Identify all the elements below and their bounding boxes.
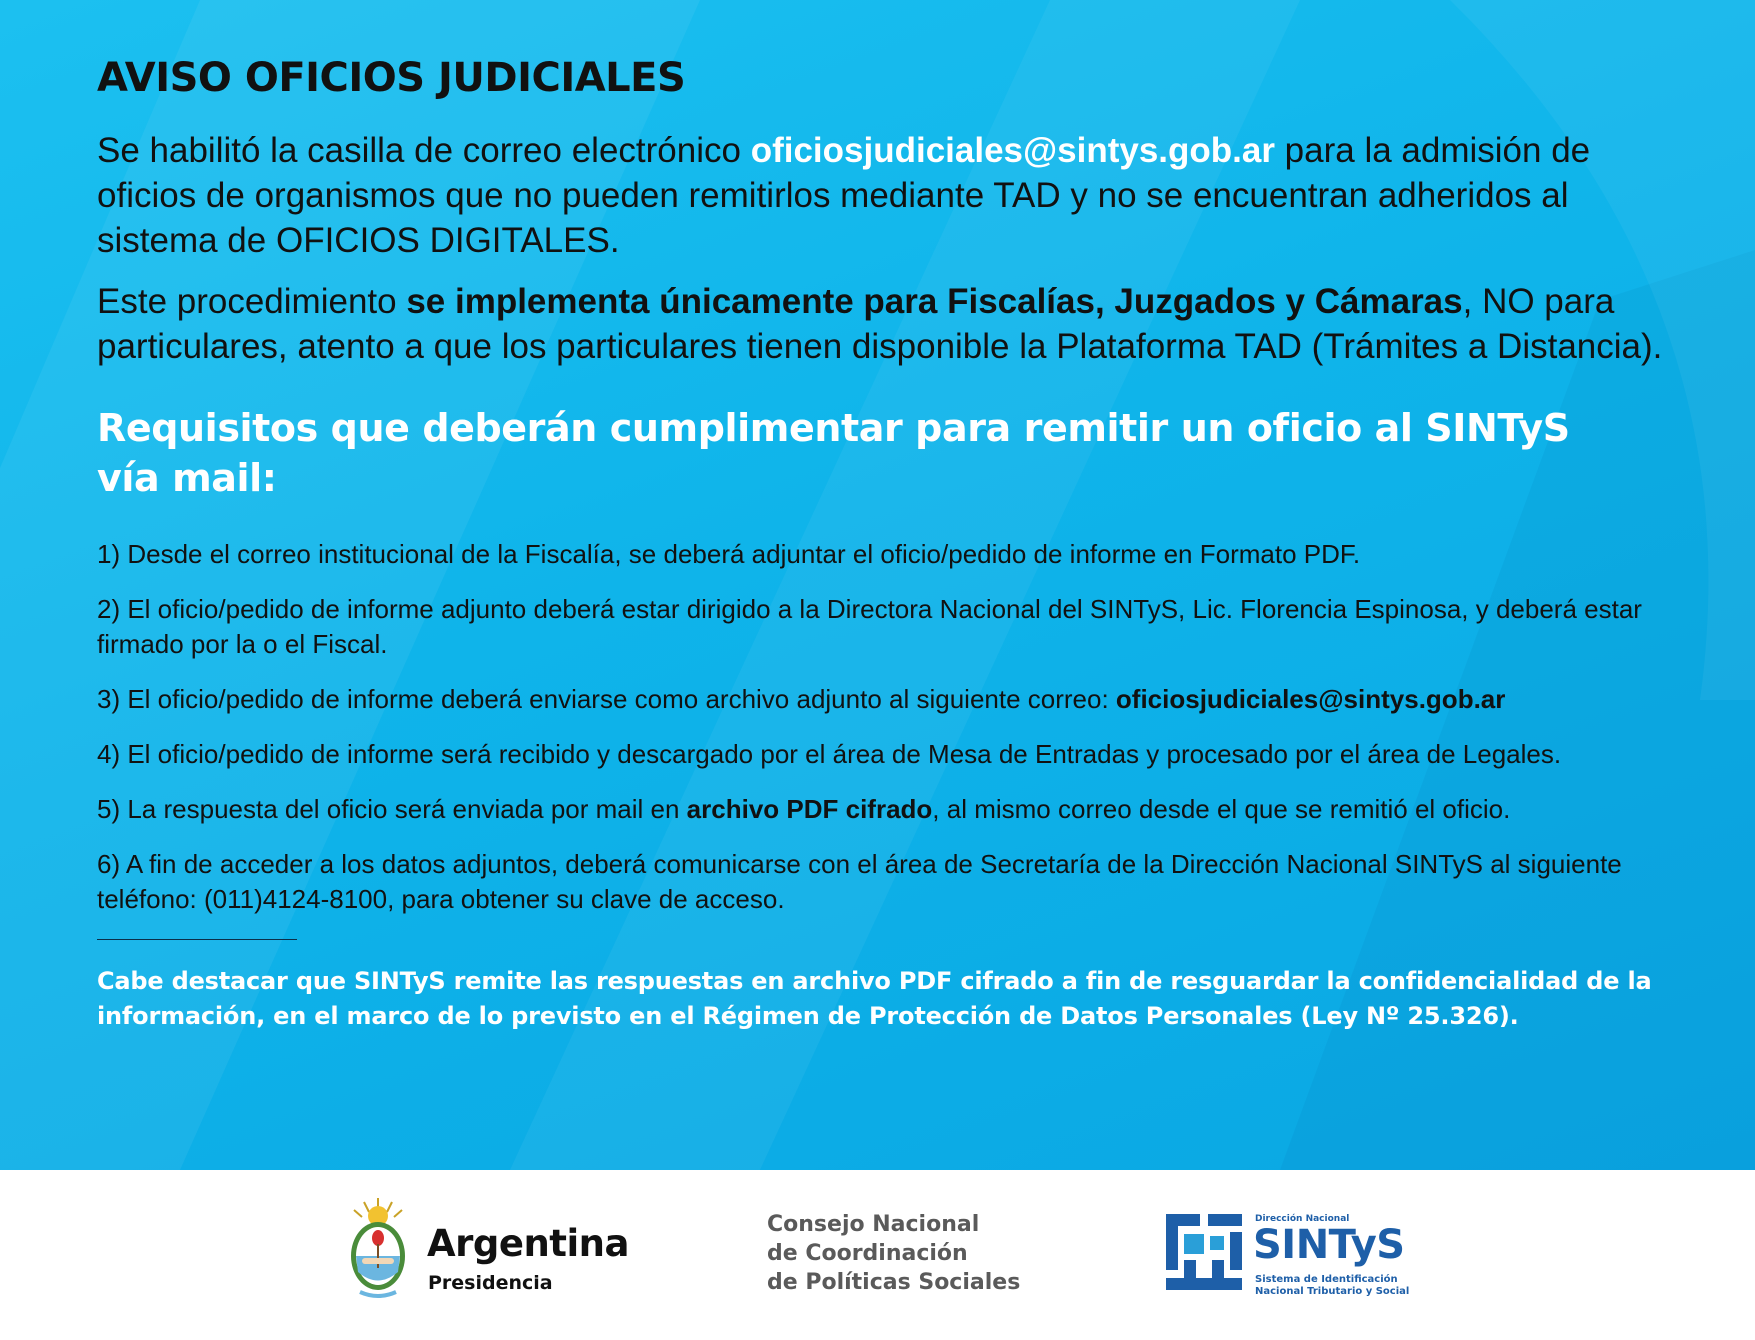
intro-text-end: para la admisión de oficios de organismos que no pueden remitirlos mediante TAD y no se encuentran adheridos al sistema de OFICIOS DIGITALES. [97,131,1591,260]
logo-footer [0,1170,1755,1340]
consejo-line-1: Consejo Nacional [767,1212,980,1237]
footnote: Cabe destacar que SINTyS remite las respuestas en archivo PDF cifrado a fin de resguardar la confidencialidad de la información, en el marco de lo previsto en el Régimen de Protección de Datos Personales (Ley Nº 25.326). [97,967,1652,1030]
email-link[interactable]: oficiosjudiciales@sintys.gob.ar [750,131,1275,170]
procedure-paragraph [97,279,1667,369]
requirement-item-6: 6) A fin de acceder a los datos adjuntos, deberá comunicarse con el área de Secretaría de la Dirección Nacional SINTyS al siguiente teléfono: (011)4124-8100, para obtener su clave de acceso. [97,849,1622,914]
requirements-heading: Requisitos que deberán cumplimentar para remitir un oficio al SINTyS vía mail: [97,406,1570,500]
requirement-item-5-emphasis: archivo PDF cifrado [686,794,933,824]
sintys-prefix: Dirección Nacional [1255,1214,1350,1224]
requirement-item-3-text: 3) El oficio/pedido de informe deberá enviarse como archivo adjunto al siguiente correo: [97,684,1116,714]
argentina-name: Argentina [427,1222,629,1265]
coat-of-arms-icon [342,1194,414,1304]
intro-text-start: Se habilitó la casilla de correo electrónico [97,131,751,170]
intro-paragraph [97,128,1667,263]
requirement-item-5 [97,792,1667,827]
requirement-item-4: 4) El oficio/pedido de informe será recibido y descargado por el área de Mesa de Entradas y procesado por el área de Legales. [97,739,1562,769]
notice-content [97,56,1667,1034]
requirement-item-1: 1) Desde el correo institucional de la Fiscalía, se deberá adjuntar el oficio/pedido de informe en Formato PDF. [97,539,1361,569]
procedure-emphasis: se implementa únicamente para Fiscalías, Juzgados y Cámaras [406,282,1463,321]
notice-title: AVISO OFICIOS JUDICIALES [97,55,686,101]
requirement-item-5-text-end: , al mismo correo desde el que se remitió el oficio. [932,794,1511,824]
sintys-logo [1166,1214,1426,1304]
consejo-line-3: de Políticas Sociales [767,1270,1021,1295]
requirement-email-link[interactable]: oficiosjudiciales@sintys.gob.ar [1115,684,1506,714]
sintys-logo-icon [1166,1214,1246,1294]
sintys-subtitle-line-1: Sistema de Identificación [1255,1274,1398,1285]
sintys-name: SINTyS [1253,1222,1405,1268]
requirement-item-3 [97,682,1667,717]
argentina-subtitle: Presidencia [428,1272,553,1294]
procedure-text-end: , NO para particulares, atento a que los particulares tienen disponible la Plataforma TAD (Trámites a Distancia). [97,282,1663,366]
consejo-logo [767,1210,1020,1297]
consejo-line-2: de Coordinación [767,1241,968,1266]
requirement-item-5-text-start: 5) La respuesta del oficio será enviada por mail en [97,794,687,824]
sintys-subtitle-line-2: Nacional Tributario y Social [1255,1286,1410,1297]
divider [97,939,297,940]
requirement-item-2: 2) El oficio/pedido de informe adjunto deberá estar dirigido a la Directora Nacional del SINTyS, Lic. Florencia Espinosa, y deberá estar firmado por la o el Fiscal. [97,594,1642,659]
argentina-presidencia-logo [342,1194,629,1304]
procedure-text-start: Este procedimiento [97,282,407,321]
